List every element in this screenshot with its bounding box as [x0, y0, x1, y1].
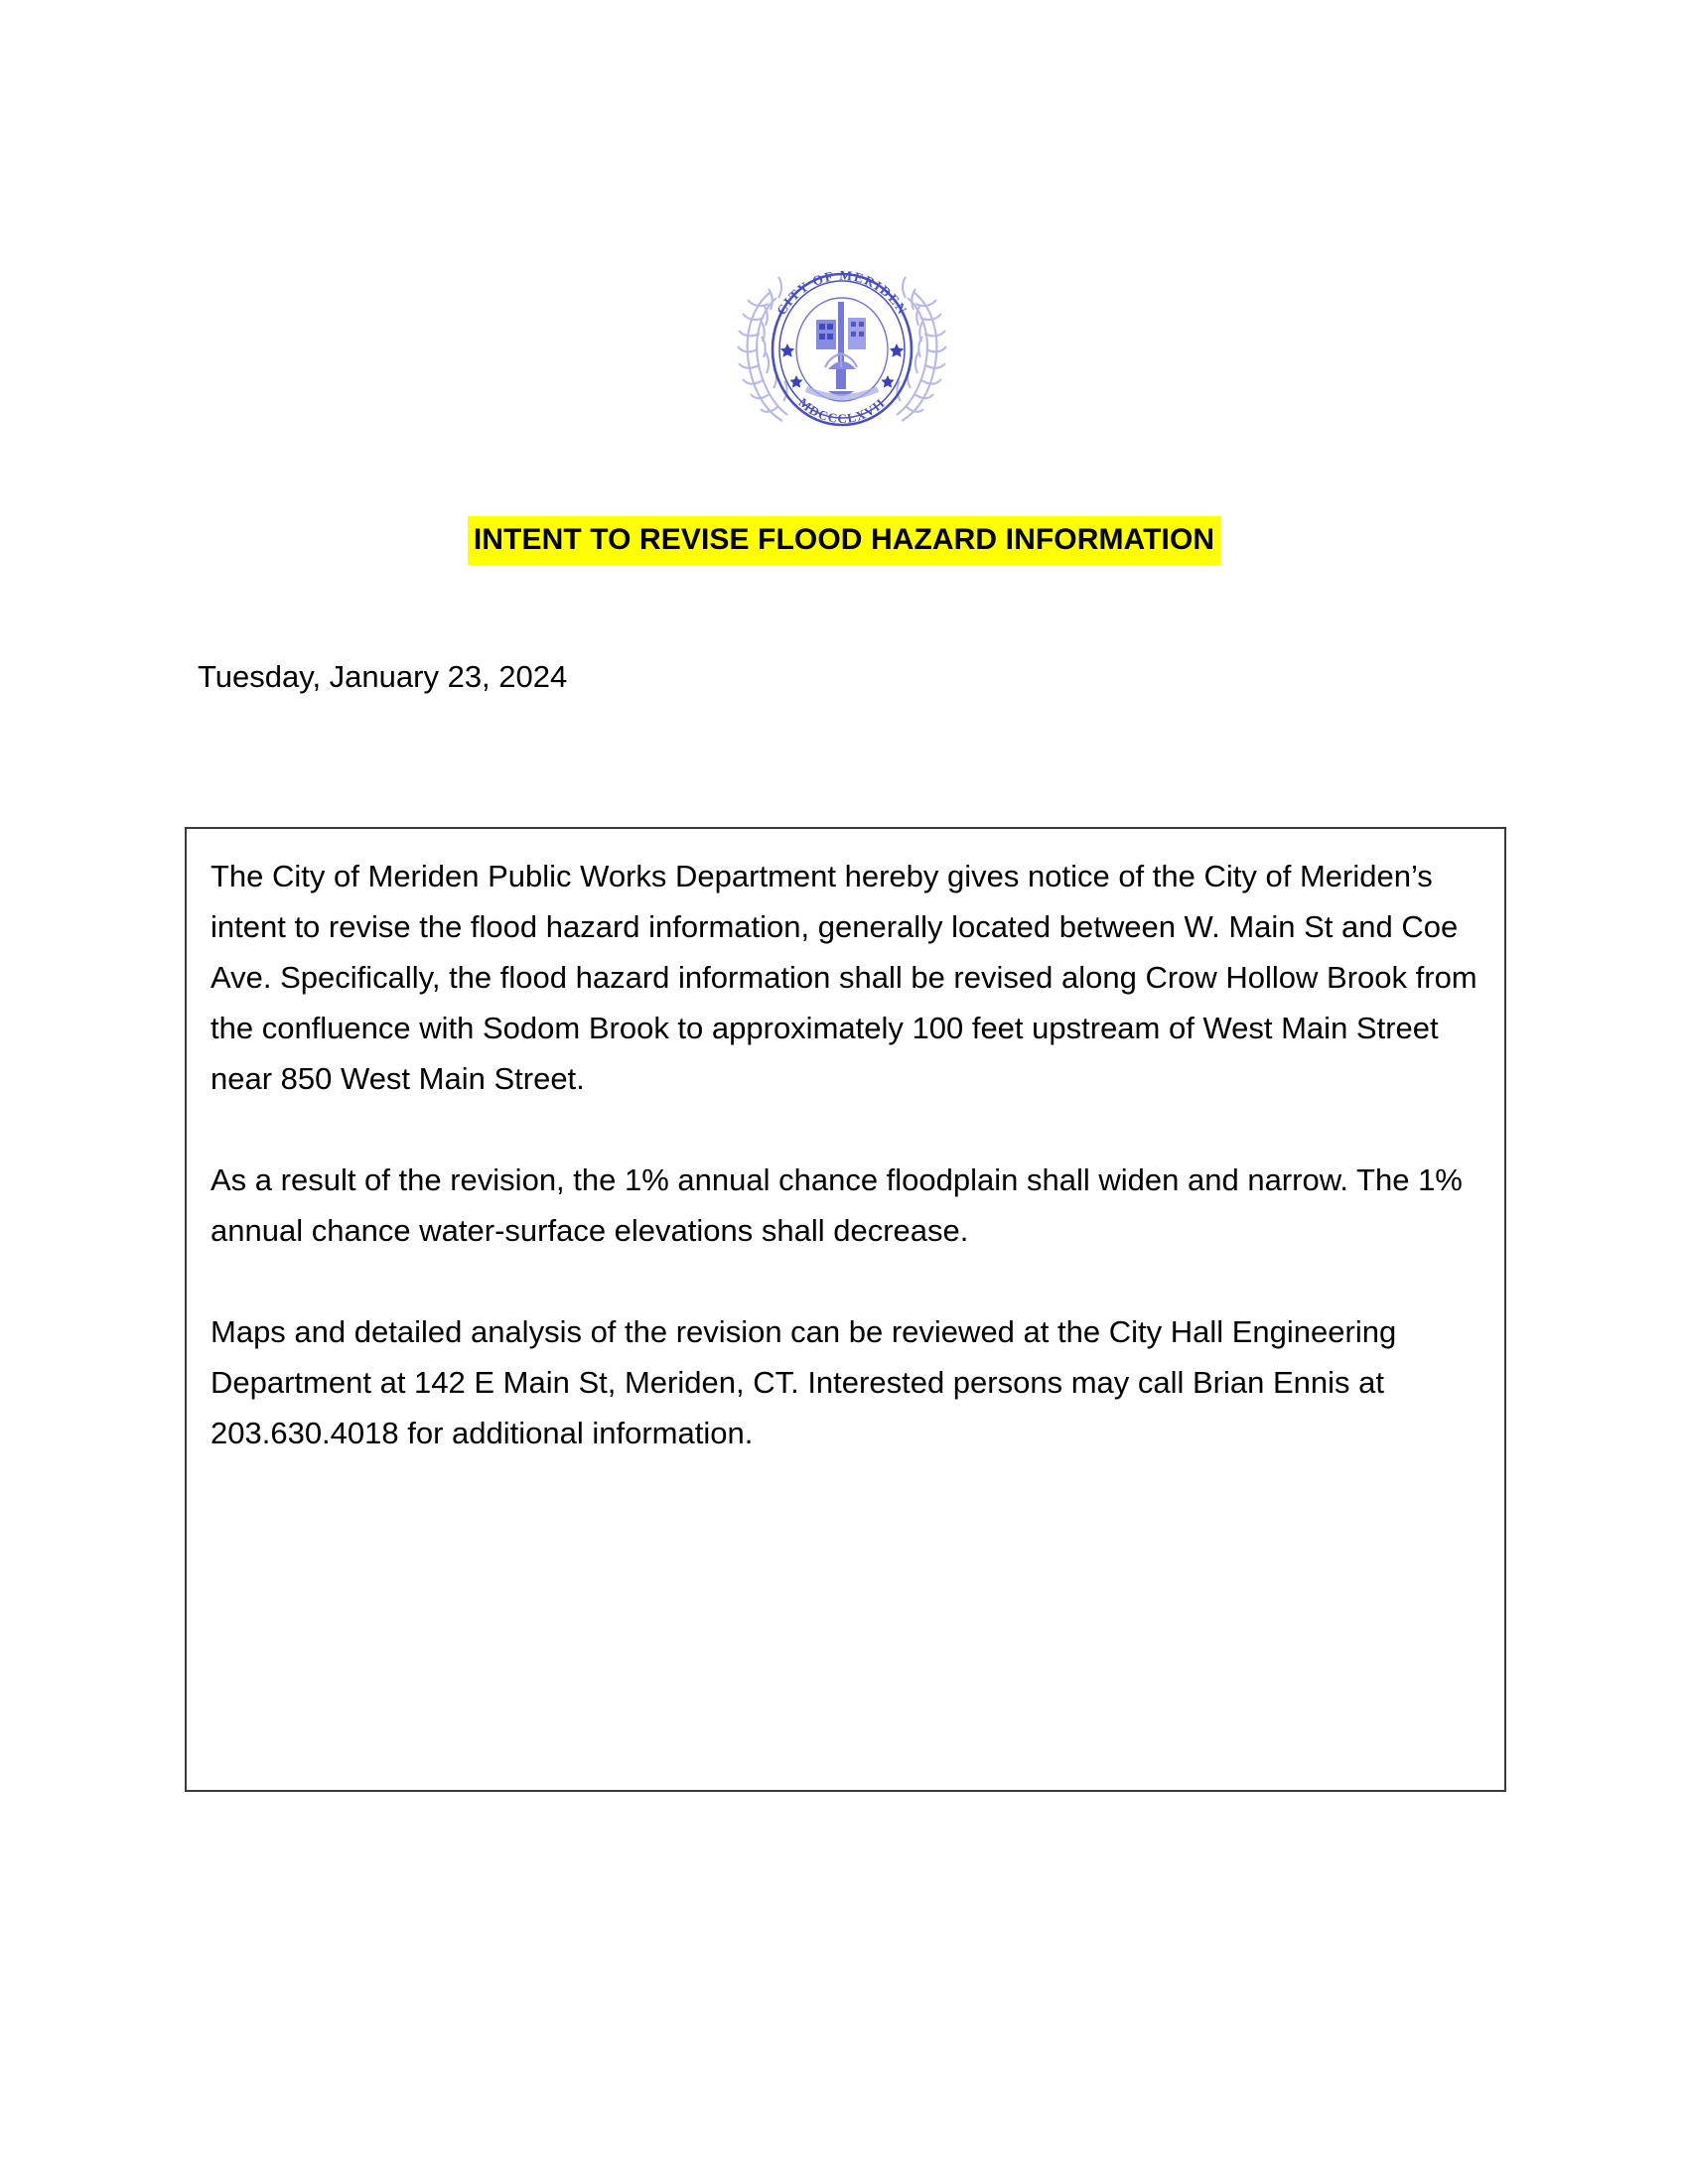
city-of-meriden-seal [733, 250, 951, 441]
notice-box [185, 827, 1506, 1792]
svg-text:CITY OF MERIDEN: CITY OF MERIDEN [774, 267, 911, 318]
notice-paragraph-1: The City of Meriden Public Works Department hereby gives notice of the City of Meriden’s intent to revise the flood hazard information, generally located between W. Main St and Coe Ave. Specifically, the flood hazard information shall be revised along Crow Hollow Brook from the confluence with Sodom Brook to approximately 100 feet upstream of West Main Street near 850 West Main Street. [211, 859, 1477, 1096]
notice-paragraph-3: Maps and detailed analysis of the revision can be reviewed at the City Hall Engineering Department at 142 E Main St, Meriden, CT. Interested persons may call Brian Ennis at 203.630.4018 for additional information. [211, 1314, 1397, 1450]
notice-date: Tuesday, January 23, 2024 [198, 659, 568, 694]
notice-paragraph-2: As a result of the revision, the 1% annual chance floodplain shall widen and narrow. The 1% annual chance water-surface elevations shall decrease. [211, 1162, 1463, 1248]
paragraph-spacer [211, 1256, 1478, 1306]
notice-box-content [187, 829, 1504, 1458]
page-title-text: INTENT TO REVISE FLOOD HAZARD INFORMATION [468, 516, 1220, 565]
paragraph-spacer [211, 1104, 1478, 1155]
svg-text:MDCCCLXVII: MDCCCLXVII [795, 394, 889, 427]
page-title [0, 516, 1688, 565]
